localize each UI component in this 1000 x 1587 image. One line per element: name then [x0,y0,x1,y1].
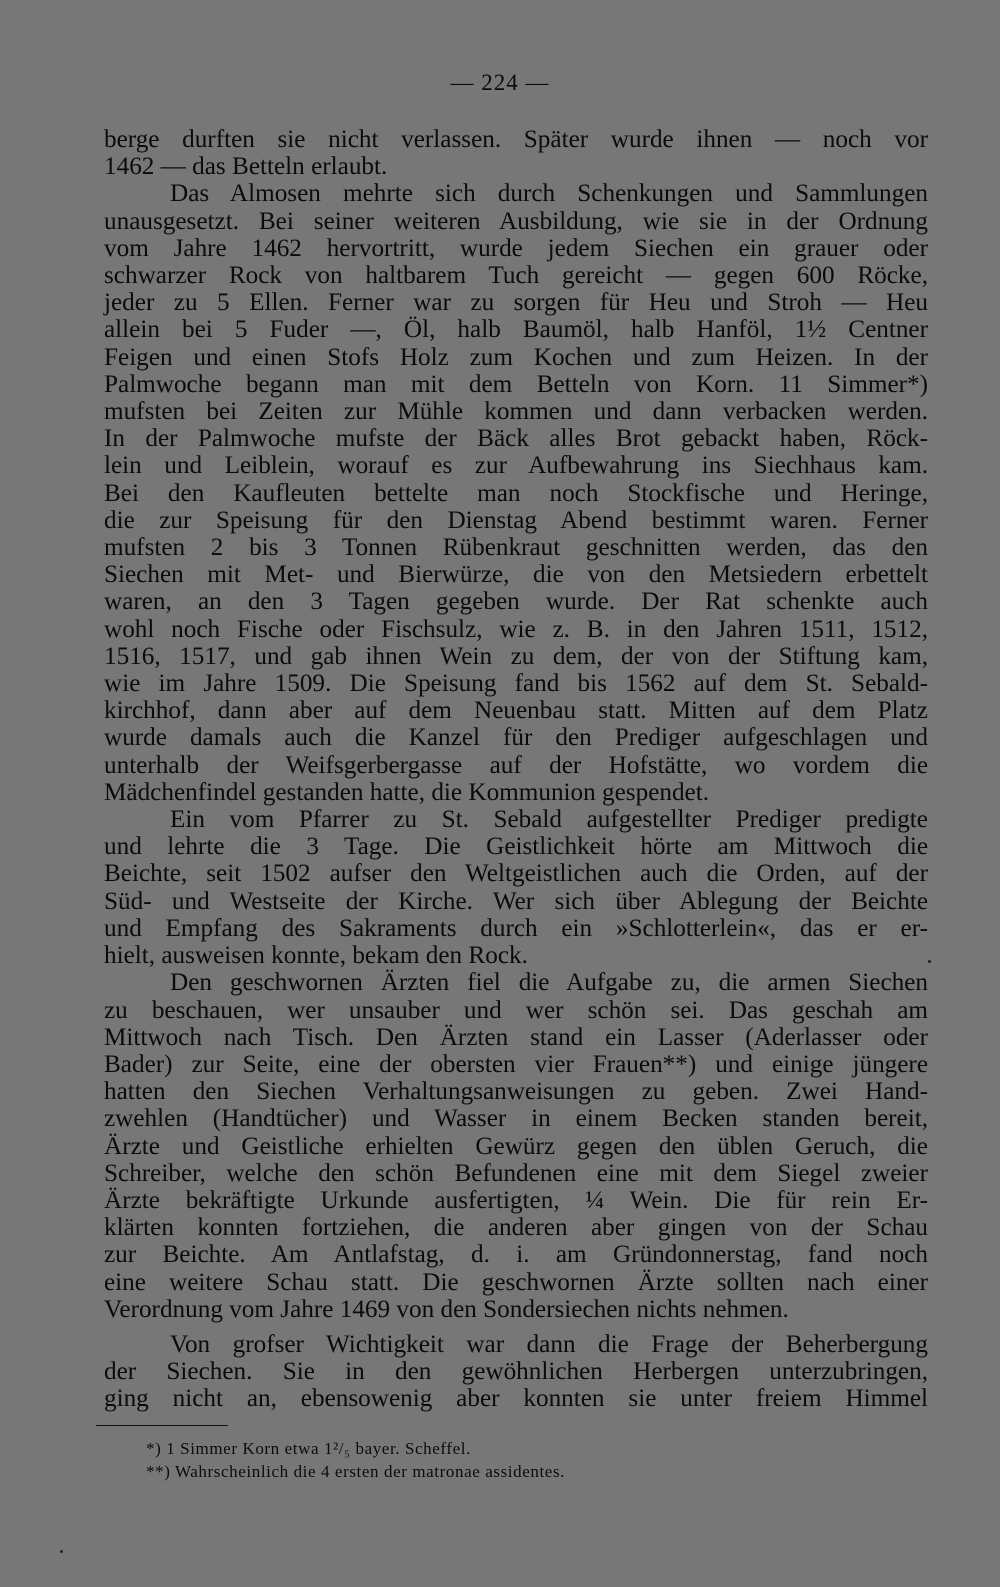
text-line: Ärzte und Geistliche erhielten Gewürz gegen den üblen Geruch, die [104,1132,928,1160]
text-line: unausgesetzt. Bei seiner weiteren Ausbildung, wie sie in der Ordnung [104,207,928,235]
text-line: Ärzte bekräftigte Urkunde ausfertigten, ¼ Wein. Die für rein Er- [104,1186,928,1214]
text-line: ging nicht an, ebensowenig aber konnten sie unter freiem Himmel [104,1385,928,1413]
body-text [104,126,928,1413]
text-line: allein bei 5 Fuder —, Öl, halb Baumöl, halb Hanföl, 1½ Centner [104,316,928,344]
text-line: Palmwoche begann man mit dem Betteln von Korn. 11 Simmer*) [104,370,928,398]
text-line: 1516, 1517, und gab ihnen Wein zu dem, der von der Stiftung kam, [104,642,928,670]
page-number: — 224 — [450,70,550,95]
text-line: Süd- und Westseite der Kirche. Wer sich über Ablegung der Beichte [104,887,928,915]
text-line: mufsten bei Zeiten zur Mühle kommen und dann verbacken werden. [104,398,928,426]
text-line: lein und Leiblein, worauf es zur Aufbewahrung ins Siechhaus kam. [104,452,928,480]
text-line: waren, an den 3 Tagen gegeben wurde. Der Rat schenkte auch [104,588,928,616]
text-line: wurde damals auch die Kanzel für den Prediger aufgeschlagen und [104,724,928,752]
text-line: zu beschauen, wer unsauber und wer schön sei. Das geschah am [104,996,928,1024]
text-line: Feigen und einen Stofs Holz zum Kochen und zum Heizen. In der [104,343,928,371]
text-line: der Siechen. Sie in den gewöhnlichen Herbergen unterzubringen, [104,1358,928,1386]
text-line: Beichte, seit 1502 aufser den Weltgeistlichen auch die Orden, auf der [104,860,928,888]
text-line: Mädchenfindel gestanden hatte, die Kommunion gespendet. [104,778,710,806]
text-line: Siechen mit Met- und Bierwürze, die von den Metsiedern erbettelt [104,561,928,589]
text-line: Schreiber, welche den schön Befundenen eine mit dem Siegel zweier [104,1159,928,1187]
speck-mark [928,960,931,963]
speck-mark [60,1550,63,1553]
text-line: zur Beichte. Am Antlafstag, d. i. am Gründonnerstag, fand noch [104,1241,928,1269]
text-line: Bei den Kaufleuten bettelte man noch Stockfische und Heringe, [104,479,928,507]
text-line: 1462 — das Betteln erlaubt. [104,153,388,181]
paragraph-gap [104,1323,928,1331]
text-line: die zur Speisung für den Dienstag Abend bestimmt waren. Ferner [104,506,928,534]
footnotes [146,1437,906,1483]
text-line: Mittwoch nach Tisch. Den Ärzten stand ein Lasser (Aderlasser oder [104,1023,928,1051]
text-line: zwehlen (Handtücher) und Wasser in einem Becken standen bereit, [104,1105,928,1133]
text-line: Verordnung vom Jahre 1469 von den Sondersiechen nichts nehmen. [104,1295,789,1323]
text-line: hatten den Siechen Verhaltungsanweisungen zu geben. Zwei Hand- [104,1078,928,1106]
text-line: eine weitere Schau statt. Die geschwornen Ärzte sollten nach einer [104,1268,928,1296]
text-line: und lehrte die 3 Tage. Die Geistlichkeit hörte am Mittwoch die [104,833,928,861]
footnote: *) 1 Simmer Korn etwa 1²/₅ bayer. Scheffel. [146,1439,471,1458]
text-line: wohl noch Fische oder Fischsulz, wie z. B. in den Jahren 1511, 1512, [104,615,928,643]
text-line: schwarzer Rock von haltbarem Tuch gereicht — gegen 600 Röcke, [104,262,928,290]
text-line: Das Almosen mehrte sich durch Schenkungen und Sammlungen [170,180,928,208]
text-line: kirchhof, dann aber auf dem Neuenbau statt. Mitten auf dem Platz [104,697,928,725]
text-line: wie im Jahre 1509. Die Speisung fand bis 1562 auf dem St. Sebald- [104,670,928,698]
text-line: jeder zu 5 Ellen. Ferner war zu sorgen für Heu und Stroh — Heu [104,289,928,317]
text-line: Den geschwornen Ärzten fiel die Aufgabe zu, die armen Siechen [170,969,928,997]
text-line: mufsten 2 bis 3 Tonnen Rübenkraut geschnitten werden, das den [104,534,928,562]
text-line: Von grofser Wichtigkeit war dann die Frage der Beherbergung [170,1330,928,1358]
text-line: vom Jahre 1462 hervortritt, wurde jedem Siechen ein grauer oder [104,234,928,262]
text-line: Bader) zur Seite, eine der obersten vier Frauen**) und einige jüngere [104,1050,928,1078]
footnote-rule [96,1425,228,1426]
text-line: Ein vom Pfarrer zu St. Sebald aufgestellter Prediger predigte [170,806,928,834]
text-line: und Empfang des Sakraments durch ein »Schlotterlein«, das er er- [104,914,928,942]
footnote: **) Wahrscheinlich die 4 ersten der matronae assidentes. [146,1462,566,1481]
text-line: berge durften sie nicht verlassen. Später wurde ihnen — noch vor [104,126,928,153]
text-line: klärten konnten fortziehen, die anderen aber gingen von der Schau [104,1214,928,1242]
text-line: hielt, ausweisen konnte, bekam den Rock. [104,942,528,970]
text-line: In der Palmwoche mufste der Bäck alles Brot gebackt haben, Röck- [104,425,928,453]
text-line: unterhalb der Weifsgerbergasse auf der Hofstätte, wo vordem die [104,751,928,779]
